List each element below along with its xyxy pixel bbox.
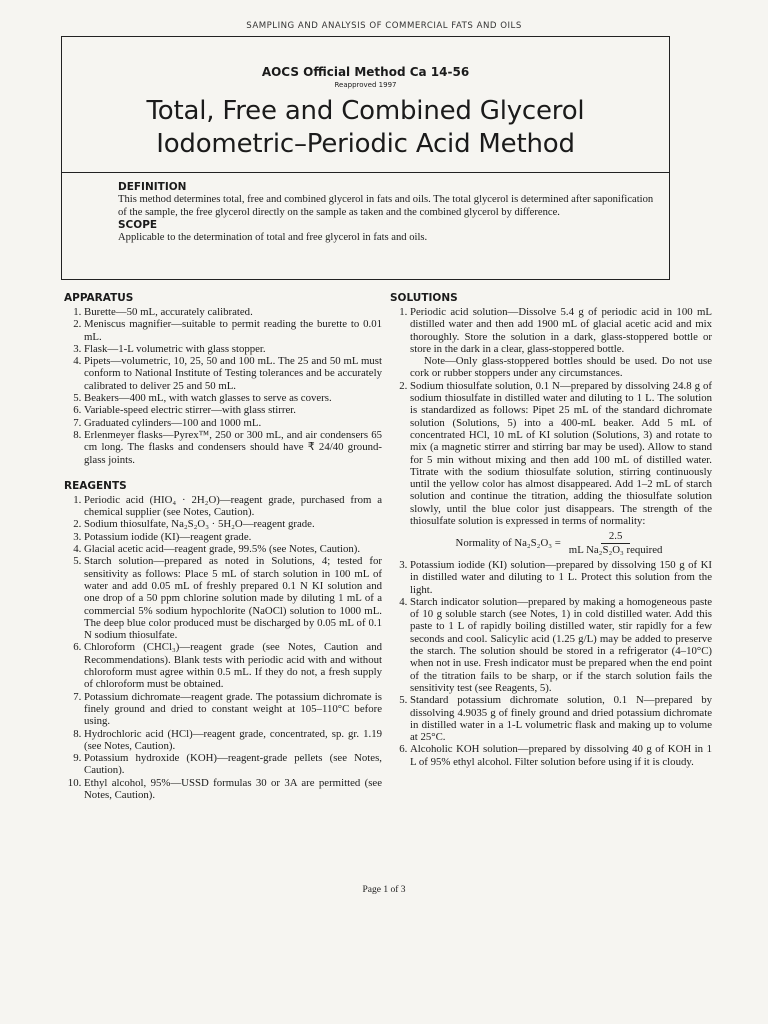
- list-item: 3. Potassium iodide (KI) solution—prepared by dissolving 150 g of KI in distilled water and diluting to 1 L. Protect this solution from the light.: [410, 559, 712, 596]
- reagents-heading: REAGENTS: [64, 479, 127, 492]
- list-item: 4. Glacial acetic acid—reagent grade, 99.5% (see Notes, Caution).: [84, 543, 382, 555]
- list-item: 4. Pipets—volumetric, 10, 25, 50 and 100 mL. The 25 and 50 mL must conform to National Institute of Testing tolerances and be accurately calibrated to deliver 25 and 50 mL.: [84, 355, 382, 392]
- definition-text: This method determines total, free and combined glycerol in fats and oils. The total glycerol is determined after saponification of the sample, the free glycerol directly on the sample as taken and the combined glycerol by difference.: [118, 194, 654, 218]
- title-area: [62, 37, 669, 173]
- definition-heading: DEFINITION: [118, 181, 187, 193]
- page-title-line-2: Iodometric–Periodic Acid Method: [156, 129, 575, 159]
- running-head: SAMPLING AND ANALYSIS OF COMMERCIAL FATS AND OILS: [246, 21, 522, 31]
- scope-text: Applicable to the determination of total and free glycerol in fats and oils.: [118, 232, 428, 243]
- solutions-list: [390, 306, 712, 768]
- list-item: 9. Potassium hydroxide (KOH)—reagent-grade pellets (see Notes, Caution).: [84, 752, 382, 777]
- solutions-heading: SOLUTIONS: [390, 292, 458, 304]
- solution-1-text: 1. Periodic acid solution—Dissolve 5.4 g of periodic acid in 100 mL distilled water and then add 1900 mL of glacial acetic acid and mix thoroughly. Store the solution in a dark, glass-stoppered bottle or store in the dark in a clear, glass-stoppered bottle.: [410, 306, 712, 355]
- list-item: 2. Meniscus magnifier—suitable to permit reading the burette to 0.01 mL.: [84, 318, 382, 343]
- formula-denominator: mL Na₂S₂O₃ required: [568, 543, 663, 556]
- left-column: [64, 292, 382, 801]
- page-title-line-1: Total, Free and Combined Glycerol: [146, 96, 585, 126]
- list-item: 10. Ethyl alcohol, 95%—USSD formulas 30 or 3A are permitted (see Notes, Caution).: [84, 777, 382, 802]
- formula-numerator: 2.5: [601, 530, 631, 543]
- list-item: 6. Alcoholic KOH solution—prepared by dissolving 40 g of KOH in 1 L of 95% ethyl alcohol. Filter solution before using if it is cloudy.: [410, 743, 712, 768]
- apparatus-heading: APPARATUS: [64, 292, 134, 304]
- list-item: 1. Periodic acid (HIO₄ · 2H₂O)—reagent grade, purchased from a chemical supplier (see Notes, Caution).: [84, 494, 382, 519]
- list-item: 3. Potassium iodide (KI)—reagent grade.: [84, 531, 382, 543]
- list-item: 5. Beakers—400 mL, with watch glasses to serve as covers.: [84, 392, 382, 404]
- list-item: 6. Chloroform (CHCl₃)—reagent grade (see Notes, Caution and Recommendations). Blank tests with periodic acid with and without chloroform must agree within 0.5 mL. If they do not, a fresh supply of chloroform must be obtained.: [84, 641, 382, 690]
- solution-2-text: 2. Sodium thiosulfate solution, 0.1 N—prepared by dissolving 24.8 g of sodium thiosulfate in distilled water and diluting to 1 L. The solution is standardized as follows: Pipet 25 mL of the standard dichromate solution (Solutions, 5) into a 400-mL beaker. Add 5 mL of concentrated HCl, 10 mL of KI solution (Solutions, 3) and rotate to mix (a magnetic stirrer and stirring bar may be used). Allow to stand for 5 min without mixing and then add 100 mL of distilled water. Titrate with the sodium thiosulfate solution, stirring continuously until the yellow color has almost disappeared. Add 1–2 mL of starch solution and continue the titration, adding the thiosulfate solution slowly, until the blue color just disappears. The strength of the thiosulfate solution is expressed in terms of normality:: [410, 379, 712, 528]
- list-item: 2. Sodium thiosulfate, Na₂S₂O₃ · 5H₂O—reagent grade.: [84, 518, 382, 530]
- list-item: 8. Hydrochloric acid (HCl)—reagent grade, concentrated, sp. gr. 1.19 (see Notes, Caution).: [84, 728, 382, 753]
- list-item: 1. Burette—50 mL, accurately calibrated.: [84, 306, 382, 318]
- formula-lhs: Normality of Na₂S₂O₃ =: [455, 536, 561, 549]
- reapproved-date: Reapproved 1997: [334, 81, 397, 89]
- list-item: 8. Erlenmeyer flasks—Pyrex™, 250 or 300 mL, and air condensers 65 cm long. The flasks and condensers should have ₹ 24/40 ground-glass joints.: [84, 429, 382, 466]
- solution-1-note: Note—Only glass-stoppered bottles should be used. Do not use cork or rubber stoppers under any circumstances.: [410, 355, 712, 380]
- list-item: [410, 306, 712, 380]
- list-item: [410, 380, 712, 556]
- title-box: [61, 36, 670, 280]
- page-number: Page 1 of 3: [362, 885, 406, 895]
- list-item: 5. Standard potassium dichromate solution, 0.1 N—prepared by dissolving 4.9035 g of finely ground and dried potassium dichromate in distilled water in a 1-L volumetric flask and making up to volume at 25°C.: [410, 694, 712, 743]
- list-item: 5. Starch solution—prepared as noted in Solutions, 4; tested for sensitivity as follows: Place 5 mL of starch solution in 100 mL of water and add 0.05 mL of freshly prepared 0.1 N KI solution and one drop of a 50 ppm chlorine solution made by diluting 1 mL of a commercial 5% sodium hypochlorite (NaOCl) solution to 1000 mL. The deep blue color produced must be discharged by 0.05 mL of 0.1 N sodium thiosulfate.: [84, 555, 382, 641]
- apparatus-list: [64, 306, 382, 466]
- formula-fraction: [565, 530, 667, 556]
- right-column: [390, 292, 712, 768]
- list-item: 6. Variable-speed electric stirrer—with glass stirrer.: [84, 404, 382, 416]
- method-number: AOCS Official Method Ca 14-56: [261, 65, 470, 79]
- list-item: 7. Graduated cylinders—100 and 1000 mL.: [84, 417, 382, 429]
- definition-scope-section: [118, 181, 661, 245]
- list-item: 4. Starch indicator solution—prepared by making a homogeneous paste of 10 g soluble starch (see Notes, 1) in cold distilled water. Add this paste to 1 L of rapidly boiling distilled water, stir rapidly for a few seconds and cool. Salicylic acid (1.25 g/L) may be added to preserve the starch. The solution should be stored in a refrigerator (4–10°C) when not in use. Fresh indicator must be prepared when the end point of the titration fails to be sharp, or if the starch solution fails the sensitivity test (see Reagents, 5).: [410, 596, 712, 694]
- list-item: 3. Flask—1-L volumetric with glass stopper.: [84, 343, 382, 355]
- reagents-list: [64, 494, 382, 801]
- normality-formula: [410, 530, 712, 556]
- scope-heading: SCOPE: [118, 219, 158, 231]
- list-item: 7. Potassium dichromate—reagent grade. The potassium dichromate is finely ground and dried to constant weight at 105–110°C before using.: [84, 691, 382, 728]
